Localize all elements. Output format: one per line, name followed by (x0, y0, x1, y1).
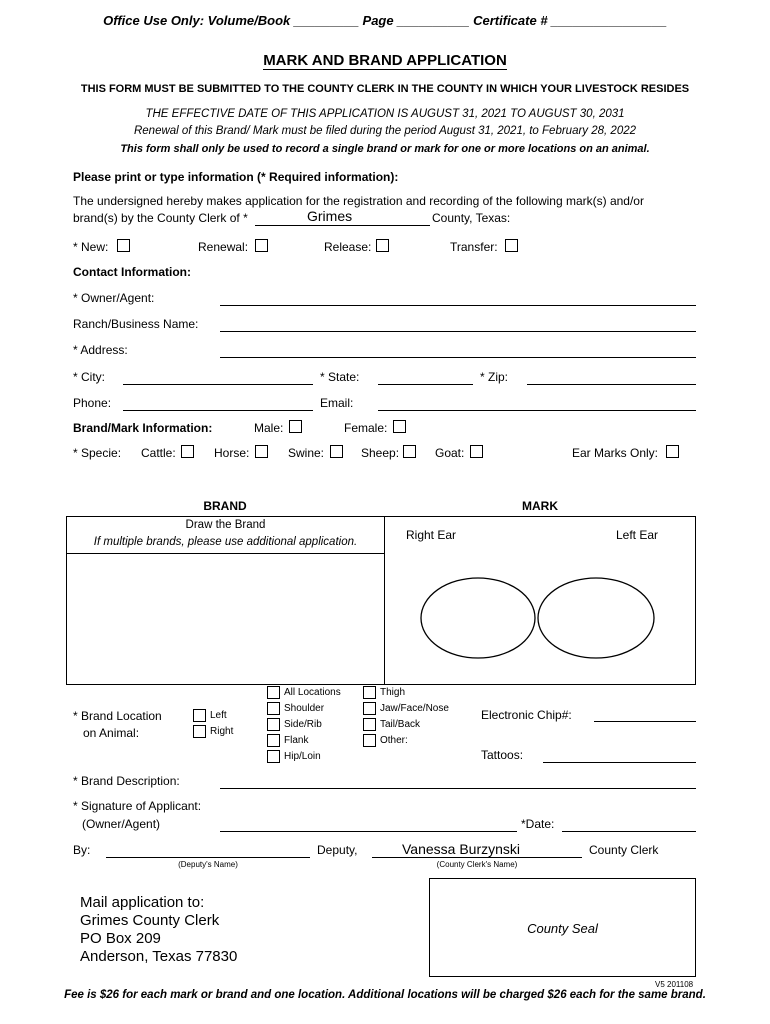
new-checkbox[interactable] (117, 239, 130, 252)
fee-note: Fee is $26 for each mark or brand and one location. Additional locations will be charged $26 each for the same brand. (64, 989, 706, 1001)
county-line (255, 225, 430, 226)
shoulder-label: Shoulder (284, 703, 325, 714)
male-checkbox[interactable] (289, 420, 302, 433)
phone-field[interactable] (123, 410, 313, 411)
date-label: *Date: (521, 817, 555, 831)
hip-loin-checkbox[interactable] (267, 750, 280, 763)
ranch-field[interactable] (220, 331, 696, 332)
effective-date: THE EFFECTIVE DATE OF THIS APPLICATION IS AUGUST 31, 2021 TO AUGUST 30, 2031 (145, 108, 625, 120)
other-label: Other: (380, 735, 408, 746)
renewal-note: Renewal of this Brand/ Mark must be filed during the period August 31, 2021, to February 28, 2022 (133, 125, 637, 137)
sheep-label: Sheep: (361, 446, 400, 460)
brand-drawing-area[interactable] (66, 553, 385, 685)
brand-description-field[interactable] (220, 788, 696, 789)
side-rib-label: Side/Rib (284, 719, 322, 730)
deputy-label: Deputy, (317, 843, 358, 857)
tail-back-label: Tail/Back (380, 719, 421, 730)
release-label: Release: (324, 240, 372, 254)
zip-field[interactable] (527, 384, 696, 385)
address-label: * Address: (73, 343, 128, 357)
goat-label: Goat: (435, 446, 465, 460)
ear-marks-label: Ear Marks Only: (572, 446, 659, 460)
mail-line-4: Anderson, Texas 77830 (80, 948, 238, 965)
intro-line-2-suffix: County, Texas: (432, 211, 511, 225)
all-locations-label: All Locations (284, 687, 341, 698)
specie-label: * Specie: (73, 446, 122, 460)
brand-location-label-1: * Brand Location (73, 709, 162, 723)
chip-field[interactable] (594, 721, 696, 722)
transfer-label: Transfer: (450, 240, 498, 254)
clerk-field-line (372, 857, 582, 858)
single-brand-note: This form shall only be used to record a single brand or mark for one or more locations on an animal. (120, 143, 650, 155)
thigh-checkbox[interactable] (363, 686, 376, 699)
deputy-field[interactable] (106, 857, 310, 858)
signature-label-2: (Owner/Agent) (82, 817, 161, 831)
by-label: By: (73, 843, 91, 857)
mail-line-1: Mail application to: (80, 894, 205, 911)
state-field[interactable] (378, 384, 473, 385)
transfer-checkbox[interactable] (505, 239, 518, 252)
mail-line-3: PO Box 209 (80, 930, 161, 947)
multiple-brands-note: If multiple brands, please use additional application. (93, 536, 358, 548)
horse-checkbox[interactable] (255, 445, 268, 458)
jaw-label: Jaw/Face/Nose (380, 703, 449, 714)
swine-checkbox[interactable] (330, 445, 343, 458)
renewal-checkbox[interactable] (255, 239, 268, 252)
deputy-name-caption: (Deputy's Name) (178, 860, 238, 869)
tattoos-field[interactable] (543, 762, 696, 763)
draw-brand-label: Draw the Brand (185, 519, 266, 531)
mark-heading: MARK (522, 499, 558, 513)
email-label: Email: (320, 396, 354, 410)
left-ear-label: Left Ear (616, 528, 659, 542)
county-seal-label: County Seal (527, 921, 598, 936)
address-field[interactable] (220, 357, 696, 358)
thigh-label: Thigh (380, 687, 406, 698)
all-locations-checkbox[interactable] (267, 686, 280, 699)
chip-label: Electronic Chip#: (481, 708, 572, 722)
form-title (0, 52, 770, 69)
goat-checkbox[interactable] (470, 445, 483, 458)
ear-marks-checkbox[interactable] (666, 445, 679, 458)
female-checkbox[interactable] (393, 420, 406, 433)
right-checkbox[interactable] (193, 725, 206, 738)
form-title-text: MARK AND BRAND APPLICATION (263, 52, 507, 69)
form-subtitle: THIS FORM MUST BE SUBMITTED TO THE COUNTY CLERK IN THE COUNTY IN WHICH YOUR LIVESTOCK RESIDES (80, 83, 690, 95)
brand-heading: BRAND (203, 499, 247, 513)
swine-label: Swine: (288, 446, 325, 460)
ranch-label: Ranch/Business Name: (73, 317, 199, 331)
other-checkbox[interactable] (363, 734, 376, 747)
mail-block (80, 894, 237, 966)
office-use-line: Office Use Only: Volume/Book _________ Page __________ Certificate # ________________ (103, 13, 667, 28)
left-checkbox[interactable] (193, 709, 206, 722)
zip-label: * Zip: (480, 370, 509, 384)
tattoos-label: Tattoos: (481, 748, 524, 762)
owner-label: * Owner/Agent: (73, 291, 155, 305)
version-label: V5 201108 (655, 980, 694, 989)
clerk-name-caption: (County Clerk's Name) (436, 860, 518, 869)
sheep-checkbox[interactable] (403, 445, 416, 458)
release-checkbox[interactable] (376, 239, 389, 252)
cattle-checkbox[interactable] (181, 445, 194, 458)
horse-label: Horse: (214, 446, 250, 460)
brand-description-label: * Brand Description: (73, 774, 180, 788)
jaw-checkbox[interactable] (363, 702, 376, 715)
county-field[interactable]: Grimes (307, 208, 353, 224)
owner-field[interactable] (220, 305, 696, 306)
city-field[interactable] (123, 384, 313, 385)
intro-line-2-prefix: brand(s) by the County Clerk of * (73, 211, 248, 225)
email-field[interactable] (378, 410, 696, 411)
right-ear-label: Right Ear (406, 528, 457, 542)
signature-field[interactable] (220, 831, 517, 832)
right-label: Right (210, 726, 234, 737)
ear-ovals-icon (420, 576, 656, 660)
renewal-label: Renewal: (198, 240, 249, 254)
clerk-field[interactable]: Vanessa Burzynski (402, 841, 521, 857)
left-label: Left (210, 710, 227, 721)
female-label: Female: (344, 421, 388, 435)
county-clerk-label: County Clerk (589, 843, 659, 857)
brand-info-heading: Brand/Mark Information: (73, 421, 213, 435)
cattle-label: Cattle: (141, 446, 176, 460)
side-rib-checkbox[interactable] (267, 718, 280, 731)
contact-heading: Contact Information: (73, 265, 191, 279)
tail-back-checkbox[interactable] (363, 718, 376, 731)
intro-line-1: The undersigned hereby makes application for the registration and recording of the following mark(s) and/or (73, 194, 644, 208)
new-label: * New: (73, 240, 109, 254)
flank-checkbox[interactable] (267, 734, 280, 747)
signature-label-1: * Signature of Applicant: (73, 799, 202, 813)
date-field[interactable] (562, 831, 696, 832)
brand-location-label-2: on Animal: (83, 726, 140, 740)
hip-loin-label: Hip/Loin (284, 751, 321, 762)
mail-line-2: Grimes County Clerk (80, 912, 220, 929)
city-label: * City: (73, 370, 106, 384)
state-label: * State: (320, 370, 360, 384)
shoulder-checkbox[interactable] (267, 702, 280, 715)
print-note: Please print or type information (* Required information): (73, 170, 399, 184)
male-label: Male: (254, 421, 284, 435)
phone-label: Phone: (73, 396, 112, 410)
flank-label: Flank (284, 735, 309, 746)
